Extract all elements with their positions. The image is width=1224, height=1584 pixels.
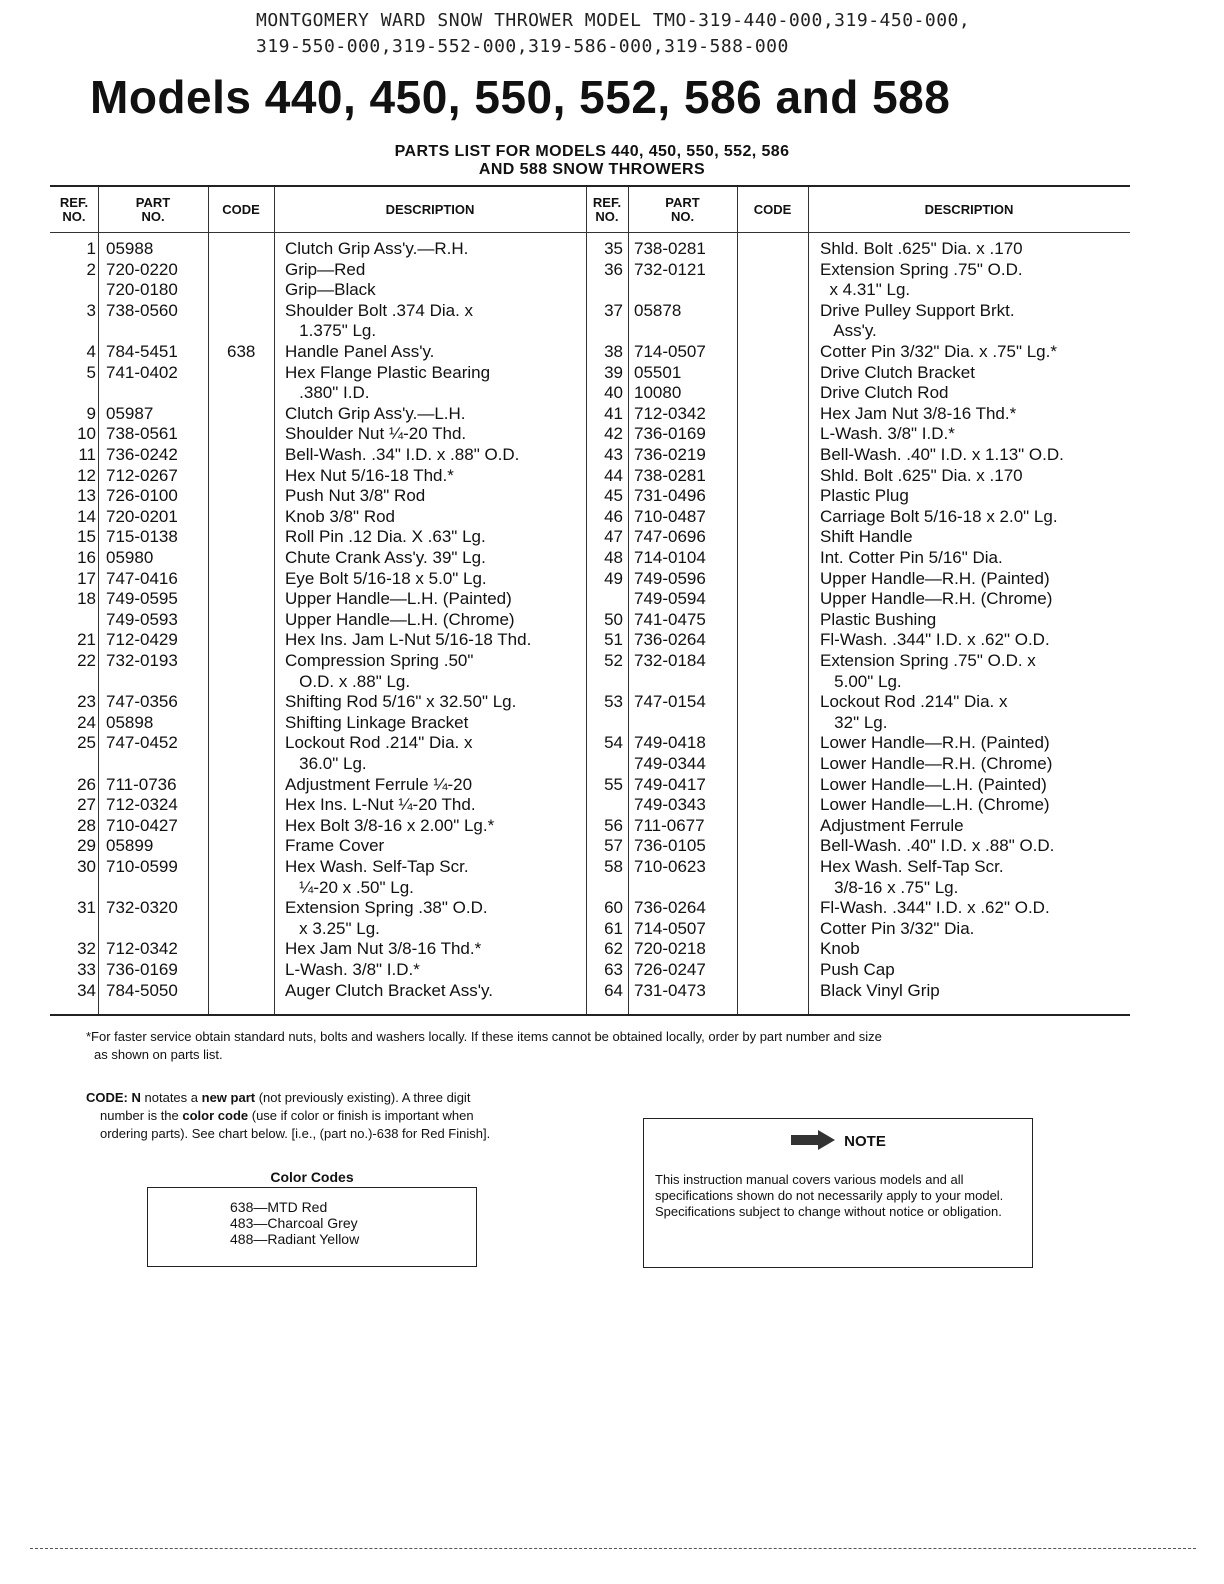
ref-no-cell: 16 — [77, 548, 96, 567]
description-cell: Knob 3/8" Rod — [285, 506, 396, 526]
part-no-cell: 749-0343 — [634, 795, 706, 815]
parts-list-subtitle-line-1: PARTS LIST FOR MODELS 440, 450, 550, 552, 586 — [394, 143, 790, 160]
description-cell: Bell-Wash. .40" I.D. x 1.13" O.D. — [820, 445, 1064, 464]
part-no-cell: 749-0344 — [634, 754, 706, 773]
ref-no-cell: 21 — [77, 630, 96, 650]
description-cell: Grip—Red — [285, 259, 366, 279]
table-row — [50, 898, 1130, 918]
description-cell: Extension Spring .38" O.D. — [285, 898, 488, 918]
table-row — [50, 548, 1130, 568]
color-code-item: 638—MTD Red — [230, 1199, 328, 1215]
table-row — [50, 589, 1130, 609]
description-cell: Upper Handle—R.H. (Painted) — [820, 568, 1050, 588]
description-cell: Hex Flange Plastic Bearing — [285, 362, 491, 382]
part-no-cell: 712-0267 — [106, 465, 178, 485]
color-code-term: color code — [182, 1108, 249, 1123]
footnote-line-2: as shown on parts list. — [94, 1047, 223, 1062]
ref-no-cell: 63 — [604, 960, 623, 979]
code-note-text: (not previously existing). A three digit — [255, 1090, 471, 1105]
ref-no-cell: 45 — [604, 486, 623, 506]
part-no-cell: 711-0677 — [634, 815, 705, 835]
header-description-2: DESCRIPTION — [924, 202, 1014, 217]
part-no-cell: 741-0475 — [634, 609, 706, 629]
ref-no-cell: 34 — [77, 980, 96, 1000]
description-cell: Carriage Bolt 5/16-18 x 2.0" Lg. — [820, 506, 1058, 526]
part-no-cell: 784-5451 — [106, 342, 178, 361]
ref-no-cell: 58 — [604, 857, 623, 876]
description-cell: Chute Crank Ass'y. 39" Lg. — [285, 548, 486, 567]
description-cell: Hex Jam Nut 3/8-16 Thd.* — [820, 403, 1017, 423]
part-no-cell: 741-0402 — [106, 362, 178, 382]
ref-no-cell: 48 — [604, 548, 623, 567]
part-no-cell: 712-0324 — [106, 795, 178, 815]
description-cell: Adjustment Ferrule — [820, 815, 964, 835]
part-no-cell: 749-0593 — [106, 609, 178, 629]
ref-no-cell: 5 — [86, 362, 96, 382]
header-description: DESCRIPTION — [385, 202, 475, 217]
part-no-cell: 715-0138 — [106, 527, 178, 547]
part-no-cell: 710-0487 — [634, 506, 706, 526]
table-row — [50, 919, 1130, 939]
table-row — [50, 507, 1130, 527]
part-no-cell: 732-0184 — [634, 651, 706, 670]
ref-no-cell: 9 — [86, 403, 96, 423]
part-no-cell: 736-0242 — [106, 445, 178, 464]
description-cell: Bell-Wash. .34" I.D. x .88" O.D. — [285, 445, 520, 464]
description-cell: Lower Handle—L.H. (Chrome) — [820, 795, 1050, 815]
header-part-no: PART NO. — [135, 195, 171, 224]
page-bottom-rule — [30, 1548, 1196, 1549]
ref-no-cell: 62 — [604, 939, 623, 959]
description-cell: Auger Clutch Bracket Ass'y. — [285, 980, 493, 1000]
table-row — [50, 280, 1130, 300]
description-cell: Hex Wash. Self-Tap Scr. — [285, 857, 469, 876]
part-no-cell: 720-0220 — [106, 259, 178, 279]
table-row — [50, 733, 1130, 753]
ref-no-cell: 41 — [604, 403, 623, 423]
description-cell: Shld. Bolt .625" Dia. x .170 — [820, 465, 1023, 485]
description-cell: Shifting Rod 5/16" x 32.50" Lg. — [285, 692, 517, 712]
ref-no-cell: 36 — [604, 259, 623, 279]
part-no-cell: 749-0595 — [106, 589, 178, 609]
description-cell: Lower Handle—R.H. (Painted) — [820, 733, 1050, 753]
ref-no-cell: 50 — [604, 609, 623, 629]
ref-no-cell: 12 — [77, 465, 96, 485]
description-cell: Hex Jam Nut 3/8-16 Thd.* — [285, 939, 482, 959]
part-no-cell: 747-0416 — [106, 568, 178, 588]
table-row — [50, 363, 1130, 383]
part-no-cell: 736-0219 — [634, 445, 706, 464]
ref-no-cell: 38 — [604, 342, 623, 361]
part-no-cell: 05988 — [106, 239, 154, 258]
ref-no-cell: 37 — [604, 300, 623, 320]
footnote-line-1: *For faster service obtain standard nuts, bolts and washers locally. If these items cannot be obtained locally, order by part number and size — [86, 1029, 882, 1044]
part-no-cell: 05878 — [634, 300, 682, 320]
description-cell: .380" I.D. — [285, 383, 370, 403]
part-no-cell: 747-0452 — [106, 733, 178, 753]
part-no-cell: 784-5050 — [106, 980, 178, 1000]
description-cell: 5.00" Lg. — [820, 671, 902, 691]
ref-no-cell: 26 — [77, 774, 96, 794]
part-no-cell: 710-0623 — [634, 857, 706, 876]
note-text: This instruction manual covers various models and all specifications shown do not necessarily apply to your model. Specifications subject to change without notice or obligation. — [655, 1172, 1004, 1219]
note-box — [643, 1118, 1033, 1268]
new-part-term: new part — [201, 1090, 256, 1105]
description-cell: x 3.25" Lg. — [285, 918, 380, 938]
page-title: Models 440, 450, 550, 552, 586 and 588 — [90, 71, 951, 123]
ref-no-cell: 3 — [86, 300, 96, 320]
ref-no-cell: 57 — [604, 836, 623, 856]
header-divider — [50, 232, 1130, 233]
code-cell: 638 — [227, 342, 256, 361]
description-cell: Drive Pulley Support Brkt. — [820, 300, 1015, 320]
part-no-cell: 736-0169 — [634, 424, 706, 444]
table-row — [50, 301, 1130, 321]
part-no-cell: 712-0429 — [106, 630, 178, 650]
description-cell: Plastic Plug — [820, 486, 909, 506]
ref-no-cell: 64 — [604, 980, 623, 1000]
part-no-cell: 711-0736 — [106, 774, 177, 794]
handwritten-model-line-2: 319-550-000,319-552-000,319-586-000,319-588-000 — [256, 36, 789, 57]
part-no-cell: 726-0100 — [106, 486, 178, 506]
description-cell: Extension Spring .75" O.D. x — [820, 651, 1036, 670]
table-row — [50, 960, 1130, 980]
ref-no-cell: 53 — [604, 692, 623, 712]
description-cell: Roll Pin .12 Dia. X .63" Lg. — [285, 527, 486, 547]
description-cell: Upper Handle—L.H. (Painted) — [285, 589, 512, 609]
description-cell: Fl-Wash. .344" I.D. x .62" O.D. — [820, 630, 1050, 650]
part-no-cell: 05899 — [106, 836, 154, 856]
part-no-cell: 714-0507 — [634, 342, 706, 361]
ref-no-cell: 40 — [604, 383, 623, 403]
parts-list-subtitle-line-2: AND 588 SNOW THROWERS — [478, 161, 706, 178]
color-codes-title: Color Codes — [270, 1169, 354, 1185]
code-note-text: (use if color or finish is important when — [248, 1108, 474, 1123]
part-no-cell: 05987 — [106, 403, 154, 423]
ref-no-cell: 42 — [604, 424, 623, 444]
part-no-cell: 710-0427 — [106, 815, 178, 835]
description-cell: 1.375" Lg. — [285, 321, 377, 341]
description-cell: Eye Bolt 5/16-18 x 5.0" Lg. — [285, 568, 487, 588]
description-cell: Black Vinyl Grip — [820, 980, 940, 1000]
code-note-text: notates a — [140, 1090, 202, 1105]
ref-no-cell: 2 — [86, 259, 96, 279]
description-cell: 32" Lg. — [820, 712, 888, 732]
ref-no-cell: 55 — [604, 774, 623, 794]
description-cell: Frame Cover — [285, 836, 385, 856]
ref-no-cell: 27 — [77, 795, 96, 815]
part-no-cell: 749-0594 — [634, 589, 706, 609]
part-no-cell: 712-0342 — [634, 403, 706, 423]
ref-no-cell: 28 — [77, 815, 96, 835]
ref-no-cell: 15 — [77, 527, 96, 547]
handwritten-model-line-1: MONTGOMERY WARD SNOW THROWER MODEL TMO-319-440-000,319-450-000, — [256, 10, 971, 31]
table-row — [50, 836, 1130, 856]
table-row — [50, 651, 1130, 671]
table-row — [50, 445, 1130, 465]
part-no-cell: 10080 — [634, 383, 682, 403]
description-cell: Push Nut 3/8" Rod — [285, 486, 426, 506]
description-cell: Shld. Bolt .625" Dia. x .170 — [820, 239, 1023, 258]
ref-no-cell: 46 — [604, 506, 623, 526]
header-code-2: CODE — [753, 202, 792, 217]
description-cell: Cotter Pin 3/32" Dia. — [820, 918, 975, 938]
table-row — [50, 857, 1130, 877]
ref-no-cell: 51 — [604, 630, 623, 650]
color-code-item: 483—Charcoal Grey — [230, 1215, 358, 1231]
part-no-cell: 732-0193 — [106, 651, 178, 670]
description-cell: Plastic Bushing — [820, 609, 937, 629]
table-row — [50, 404, 1130, 424]
part-no-cell: 736-0169 — [106, 960, 178, 979]
part-no-cell: 714-0507 — [634, 918, 706, 938]
part-no-cell: 736-0264 — [634, 898, 706, 918]
ref-no-cell: 47 — [604, 527, 623, 547]
part-no-cell: 736-0264 — [634, 630, 706, 650]
table-row — [50, 466, 1130, 486]
part-no-cell: 747-0696 — [634, 527, 706, 547]
header-code: CODE — [222, 202, 260, 217]
part-no-cell: 720-0218 — [634, 939, 706, 959]
part-no-cell: 05980 — [106, 548, 154, 567]
part-no-cell: 732-0320 — [106, 898, 178, 918]
description-cell: x 4.31" Lg. — [820, 280, 911, 300]
description-cell: Cotter Pin 3/32" Dia. x .75" Lg.* — [820, 342, 1057, 361]
ref-no-cell: 54 — [604, 733, 623, 753]
part-no-cell: 736-0105 — [634, 836, 706, 856]
table-row — [50, 321, 1130, 341]
ref-no-cell: 49 — [604, 568, 623, 588]
parts-table — [50, 185, 1130, 1016]
description-cell: Handle Panel Ass'y. — [285, 342, 435, 361]
table-row — [50, 424, 1130, 444]
note-header — [644, 1129, 1032, 1155]
ref-no-cell: 61 — [604, 918, 623, 938]
description-cell: L-Wash. 3/8" I.D.* — [285, 960, 420, 979]
description-cell: Shoulder Nut ¼-20 Thd. — [285, 424, 467, 444]
table-row — [50, 342, 1130, 362]
ref-no-cell: 22 — [77, 651, 96, 670]
part-no-cell: 720-0180 — [106, 280, 178, 300]
part-no-cell: 738-0560 — [106, 300, 178, 320]
table-row — [50, 816, 1130, 836]
description-cell: Ass'y. — [820, 321, 877, 341]
part-no-cell: 05898 — [106, 712, 154, 732]
code-n-letter: N — [131, 1090, 141, 1105]
ref-no-cell: 23 — [77, 692, 96, 712]
description-cell: O.D. x .88" Lg. — [285, 671, 411, 691]
code-note — [86, 1089, 566, 1143]
ref-no-cell: 30 — [77, 857, 96, 876]
table-row — [50, 569, 1130, 589]
part-no-cell: 05501 — [634, 362, 682, 382]
code-note-line-3: ordering parts). See chart below. [i.e., (part no.)-638 for Red Finish]. — [100, 1126, 491, 1141]
part-no-cell: 726-0247 — [634, 960, 706, 979]
description-cell: 3/8-16 x .75" Lg. — [820, 877, 959, 897]
code-label: CODE: — [86, 1090, 128, 1105]
code-note-line-1 — [86, 1089, 566, 1107]
ref-no-cell: 39 — [604, 362, 623, 382]
part-no-cell: 731-0473 — [634, 980, 706, 1000]
part-no-cell: 731-0496 — [634, 486, 706, 506]
part-no-cell: 749-0417 — [634, 774, 706, 794]
part-no-cell: 732-0121 — [634, 259, 706, 279]
table-row — [50, 775, 1130, 795]
part-no-cell: 714-0104 — [634, 548, 706, 567]
table-row — [50, 630, 1130, 650]
ref-no-cell: 33 — [77, 960, 96, 979]
description-cell: Int. Cotter Pin 5/16" Dia. — [820, 548, 1003, 567]
table-row — [50, 878, 1130, 898]
table-row — [50, 692, 1130, 712]
description-cell: Drive Clutch Bracket — [820, 362, 975, 382]
description-cell: Upper Handle—R.H. (Chrome) — [820, 589, 1053, 609]
description-cell: Clutch Grip Ass'y.—L.H. — [285, 403, 466, 423]
description-cell: Drive Clutch Rod — [820, 383, 949, 403]
description-cell: Compression Spring .50" — [285, 651, 474, 670]
arrow-right-icon — [790, 1129, 836, 1155]
ref-no-cell: 1 — [86, 239, 96, 258]
description-cell: Hex Ins. Jam L-Nut 5/16-18 Thd. — [285, 630, 532, 650]
color-code-item: 488—Radiant Yellow — [230, 1231, 360, 1247]
description-cell: Shifting Linkage Bracket — [285, 712, 469, 732]
ref-no-cell: 17 — [77, 568, 96, 588]
description-cell: Lower Handle—R.H. (Chrome) — [820, 754, 1053, 773]
part-no-cell: 747-0154 — [634, 692, 706, 712]
part-no-cell: 747-0356 — [106, 692, 178, 712]
code-note-line-2 — [86, 1107, 566, 1125]
ref-no-cell: 25 — [77, 733, 96, 753]
table-row — [50, 754, 1130, 774]
ref-no-cell: 44 — [604, 465, 623, 485]
description-cell: Bell-Wash. .40" I.D. x .88" O.D. — [820, 836, 1055, 856]
description-cell: Shift Handle — [820, 527, 913, 547]
description-cell: Grip—Black — [285, 280, 376, 300]
ref-no-cell: 35 — [604, 239, 623, 258]
part-no-cell: 738-0281 — [634, 239, 706, 258]
part-no-cell: 738-0281 — [634, 465, 706, 485]
footnote — [86, 1028, 1086, 1064]
ref-no-cell: 60 — [604, 898, 623, 918]
table-row — [50, 486, 1130, 506]
ref-no-cell: 32 — [77, 939, 96, 959]
ref-no-cell: 13 — [77, 486, 96, 506]
description-cell: Push Cap — [820, 960, 895, 979]
part-no-cell: 712-0342 — [106, 939, 178, 959]
table-row — [50, 713, 1130, 733]
description-cell: Hex Ins. L-Nut ¼-20 Thd. — [285, 795, 476, 815]
part-no-cell: 738-0561 — [106, 424, 178, 444]
ref-no-cell: 24 — [77, 712, 96, 732]
description-cell: Hex Nut 5/16-18 Thd.* — [285, 465, 454, 485]
description-cell: Lockout Rod .214" Dia. x — [820, 692, 1008, 712]
color-codes-box — [147, 1187, 477, 1267]
code-note-text: number is the — [100, 1108, 183, 1123]
ref-no-cell: 4 — [86, 342, 96, 361]
table-row — [50, 981, 1130, 1001]
description-cell: L-Wash. 3/8" I.D.* — [820, 424, 955, 444]
ref-no-cell: 14 — [77, 506, 96, 526]
description-cell: Fl-Wash. .344" I.D. x .62" O.D. — [820, 898, 1050, 918]
part-no-cell: 749-0418 — [634, 733, 706, 753]
ref-no-cell: 52 — [604, 651, 623, 670]
ref-no-cell: 31 — [77, 898, 96, 918]
description-cell: ¼-20 x .50" Lg. — [285, 877, 414, 897]
header-part-no-2: PART NO. — [665, 195, 700, 224]
description-cell: Extension Spring .75" O.D. — [820, 259, 1023, 279]
note-label: NOTE — [844, 1132, 886, 1150]
description-cell: Clutch Grip Ass'y.—R.H. — [285, 239, 469, 258]
ref-no-cell: 43 — [604, 445, 623, 464]
table-row — [50, 383, 1130, 403]
table-row — [50, 795, 1130, 815]
part-no-cell: 710-0599 — [106, 857, 178, 876]
table-row — [50, 239, 1130, 259]
header-ref-no-2: REF. NO. — [592, 195, 622, 224]
description-cell: Lower Handle—L.H. (Painted) — [820, 774, 1047, 794]
description-cell: Knob — [820, 939, 860, 959]
ref-no-cell: 56 — [604, 815, 623, 835]
table-row — [50, 610, 1130, 630]
description-cell: Hex Wash. Self-Tap Scr. — [820, 857, 1004, 876]
table-row — [50, 527, 1130, 547]
ref-no-cell: 10 — [77, 424, 96, 444]
table-row — [50, 672, 1130, 692]
description-cell: Hex Bolt 3/8-16 x 2.00" Lg.* — [285, 815, 495, 835]
description-cell: Upper Handle—L.H. (Chrome) — [285, 609, 515, 629]
description-cell: Lockout Rod .214" Dia. x — [285, 733, 473, 753]
header-ref-no: REF. NO. — [59, 195, 89, 224]
table-row — [50, 939, 1130, 959]
description-cell: Shoulder Bolt .374 Dia. x — [285, 300, 474, 320]
description-cell: 36.0" Lg. — [285, 754, 367, 773]
ref-no-cell: 29 — [77, 836, 96, 856]
part-no-cell: 720-0201 — [106, 506, 178, 526]
ref-no-cell: 11 — [78, 445, 96, 464]
ref-no-cell: 18 — [77, 589, 96, 609]
part-no-cell: 749-0596 — [634, 568, 706, 588]
table-row — [50, 260, 1130, 280]
description-cell: Adjustment Ferrule ¼-20 — [285, 774, 473, 794]
